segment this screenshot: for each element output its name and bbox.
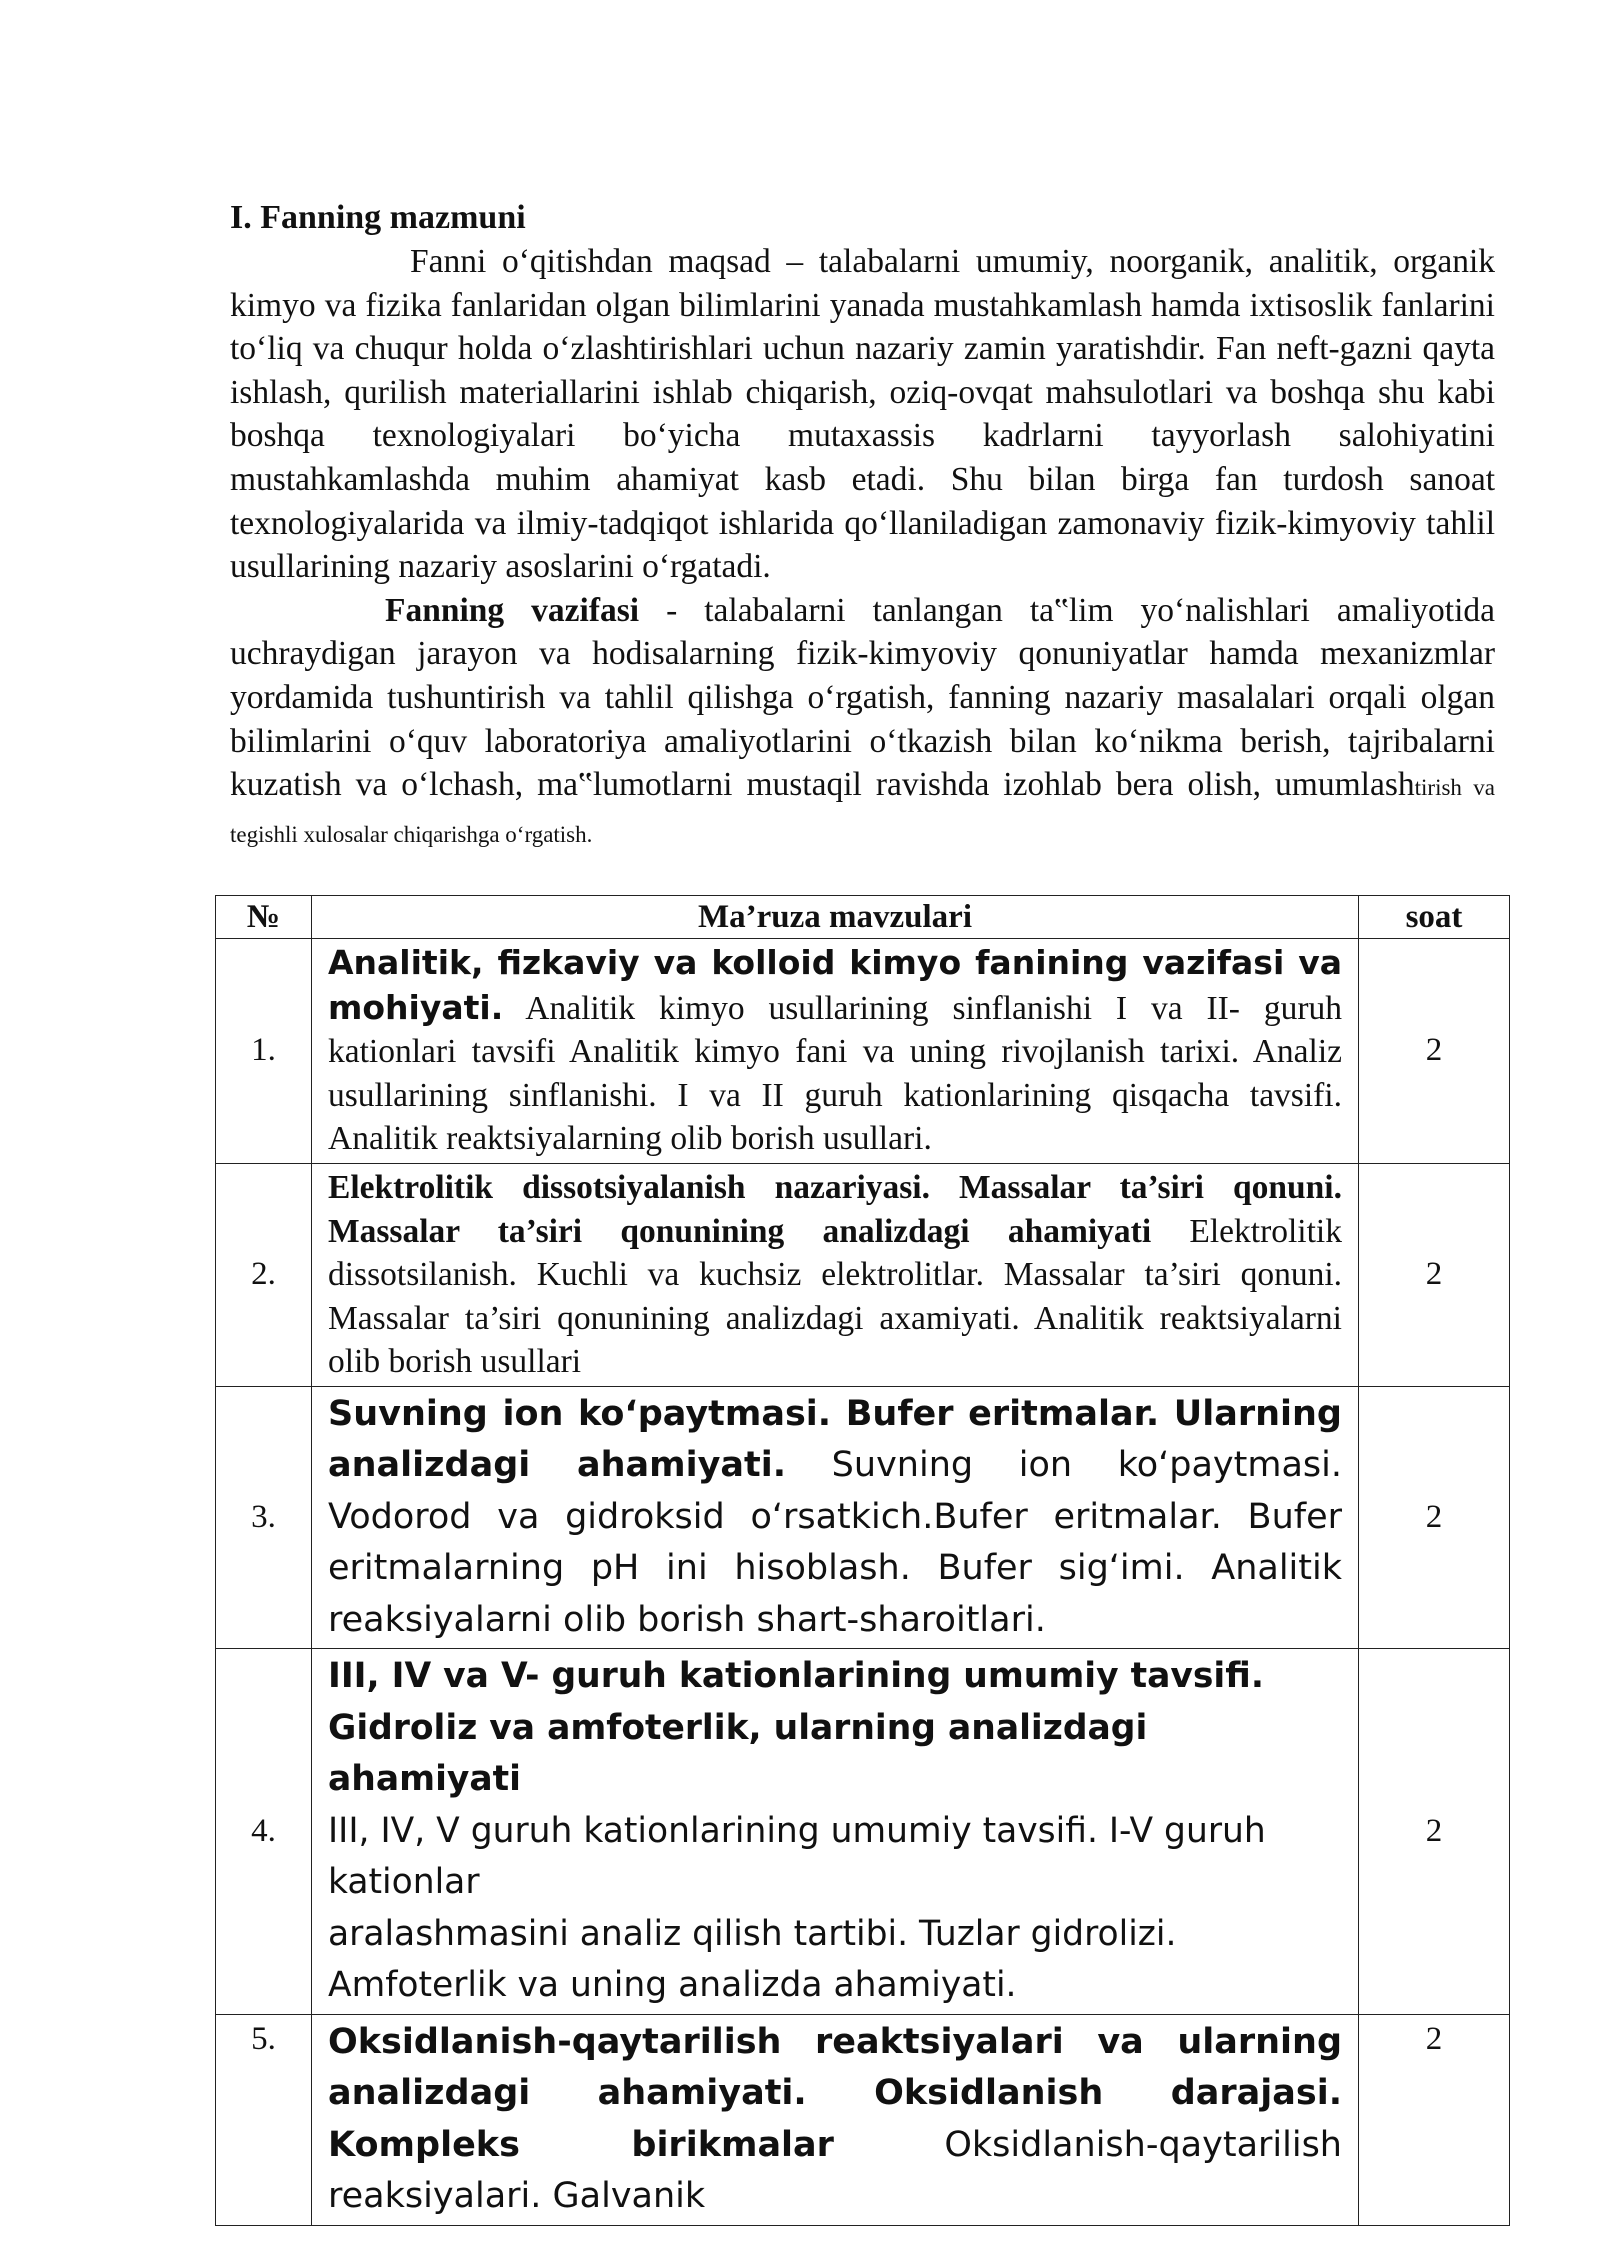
row-topic-body-line: aralashmasini analiz qilish tartibi. Tuzlar gidrolizi. bbox=[328, 1913, 1177, 1954]
table-row bbox=[216, 939, 1510, 1164]
row-topic-title-line: III, IV va V- guruh kationlarining umumiy tavsifi. bbox=[328, 1656, 1264, 1697]
table-row bbox=[216, 1163, 1510, 1386]
document-page bbox=[230, 196, 1495, 856]
row-topic-body-line: kationlar bbox=[328, 1862, 480, 1903]
header-hours: soat bbox=[1359, 896, 1510, 939]
row-number: 1. bbox=[216, 939, 312, 1164]
purpose-paragraph: Fanni o‘qitishdan maqsad – talabalarni umumiy, noorganik, analitik, organik kimyo va fizika fanlaridan olgan bilimlarini yanada mustahkamlash hamda ixtisoslik fanlarini to‘liq va chuqur holda o‘zlashtirishlari uchun nazariy zamin yaratishdir. Fan neft-gazni qayta ishlash, qurilish materiallarini ishlab chiqarish, oziq-ovqat mahsulotlari va boshqa shu kabi boshqa texnologiyalari bo‘yicha mutaxassis kadrlarni tayyorlash salohiyatini mustahkamlashda muhim ahamiyat kasb etadi. Shu bilan birga fan turdosh sanoat texnologiyalarida va ilmiy-tadqiqot ishlarida qo‘llaniladigan zamonaviy fizik-kimyoviy tahlil usullarining nazariy asoslarini o‘rgatadi. bbox=[230, 243, 1495, 586]
lecture-topics-table bbox=[215, 895, 1510, 2226]
row-hours: 2 bbox=[1359, 1649, 1510, 2015]
row-number: 5. bbox=[216, 2014, 312, 2225]
row-hours: 2 bbox=[1359, 1386, 1510, 1649]
row-topic bbox=[312, 1163, 1359, 1386]
row-topic bbox=[312, 1649, 1359, 2015]
task-label: Fanning vazifasi bbox=[385, 591, 640, 629]
table-row bbox=[216, 2014, 1510, 2225]
header-number: № bbox=[216, 896, 312, 939]
row-topic-body: Analitik kimyo usullarining sinflanishi I va II- guruh kationlari tavsifi Analitik kimyo fani va uning rivojlanish tarixi. Analiz usullarining sinflanishi. I va II guruh kationlarining qisqacha tavsifi. Analitik reaktsiyalarning olib borish usullari. bbox=[328, 989, 1342, 1158]
row-topic-title-line: Gidroliz va amfoterlik, ularning analizdagi ahamiyati bbox=[328, 1707, 1148, 1800]
section-heading: I. Fanning mazmuni bbox=[230, 199, 526, 236]
task-text-small: tirish va tegishli xulosalar chiqarishga o‘rgatish. bbox=[230, 775, 1495, 847]
row-number: 3. bbox=[216, 1386, 312, 1649]
row-topic-body: Oksidlanish-qaytarilish reaksiyalari. Galvanik bbox=[328, 2124, 1342, 2217]
header-topic: Ma’ruza mavzulari bbox=[312, 896, 1359, 939]
row-number: 4. bbox=[216, 1649, 312, 2015]
table-row bbox=[216, 1386, 1510, 1649]
row-hours: 2 bbox=[1359, 939, 1510, 1164]
row-topic bbox=[312, 939, 1359, 1164]
row-hours: 2 bbox=[1359, 1163, 1510, 1386]
row-topic bbox=[312, 2014, 1359, 2225]
table-header-row bbox=[216, 896, 1510, 939]
row-topic bbox=[312, 1386, 1359, 1649]
row-topic-title: Elektrolitik dissotsiyalanish nazariyasi. Massalar ta’siri qonuni. Massalar ta’siri qonunining analizdagi ahamiyati bbox=[328, 1168, 1342, 1250]
row-topic-body-line: Amfoterlik va uning analizda ahamiyati. bbox=[328, 1965, 1017, 2006]
row-topic-body-line: III, IV, V guruh kationlarining umumiy tavsifi. I-V guruh bbox=[328, 1810, 1266, 1851]
row-topic-title: Oksidlanish-qaytarilish reaktsiyalari va ularning analizdagi ahamiyati. Oksidlanish darajasi. Kompleks birikmalar bbox=[328, 2021, 1342, 2165]
row-topic-body: Suvning ion ko‘paytmasi. Vodorod va gidroksid o‘rsatkich.Bufer eritmalar. Bufer eritmalarning pH ini hisoblash. Bufer sig‘imi. Analitik reaksiyalarni olib borish shart-sharoitlari. bbox=[328, 1445, 1342, 1640]
task-paragraph bbox=[230, 589, 1495, 857]
row-number: 2. bbox=[216, 1163, 312, 1386]
task-text: - talabalarni tanlangan ta‟lim yo‘nalishlari amaliyotida uchraydigan jarayon va hodisalarning fizik-kimyoviy qonuniyatlar hamda mexanizmlar yordamida tushuntirish va tahlil qilishga o‘rgatish, fanning nazariy masalalari orqali olgan bilimlarini o‘quv laboratoriya amaliyotlarini o‘tkazish bilan ko‘nikma berish, tajribalarni kuzatish va o‘lchash, ma‟lumotlarni mustaqil ravishda izohlab bera olish, umumlash bbox=[230, 591, 1495, 804]
table-row bbox=[216, 1649, 1510, 2015]
row-topic-title: Analitik, fizkaviy va kolloid kimyo fanining vazifasi va mohiyati. bbox=[328, 943, 1342, 1027]
row-topic-body: Elektrolitik dissotsilanish. Kuchli va kuchsiz elektrolitlar. Massalar ta’siri qonuni. Massalar ta’siri qonunining analizdagi axamiyati. Analitik reaktsiyalarni olib borish usullari bbox=[328, 1212, 1342, 1381]
row-topic-title: Suvning ion ko‘paytmasi. Bufer eritmalar. Ularning analizdagi ahamiyati. bbox=[328, 1393, 1342, 1486]
row-hours: 2 bbox=[1359, 2014, 1510, 2225]
